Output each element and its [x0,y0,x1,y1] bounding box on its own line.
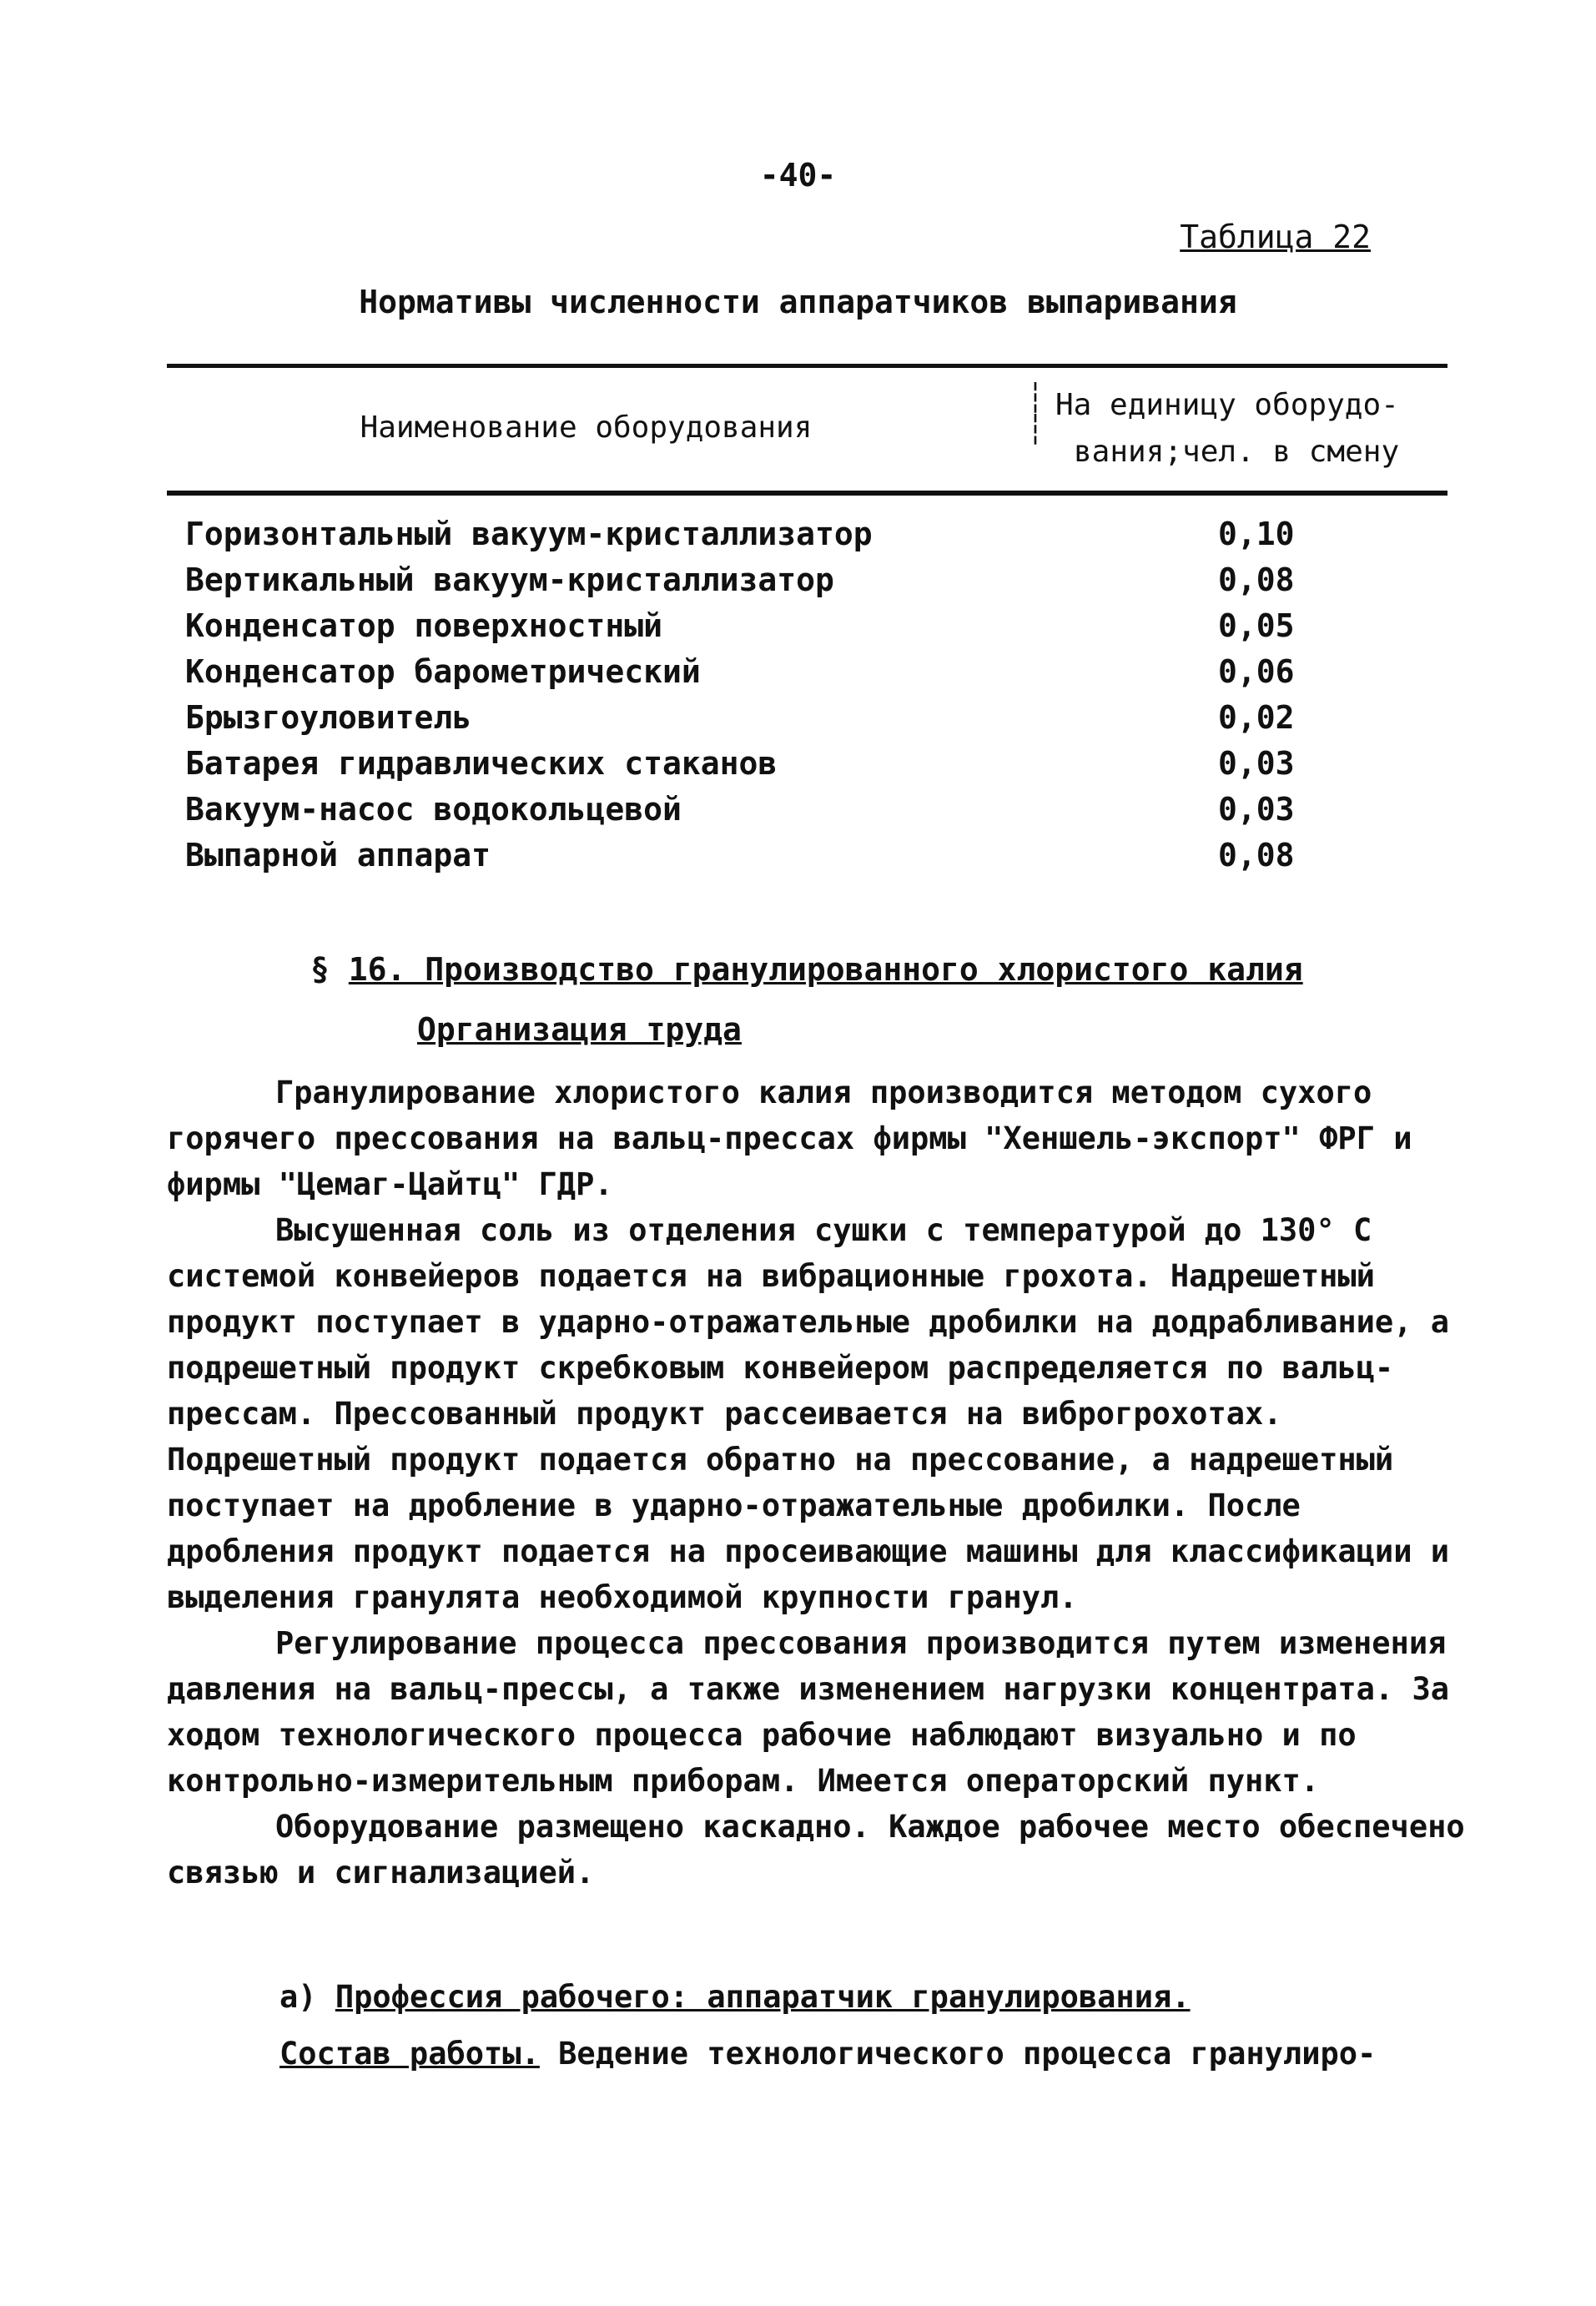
profession-prefix: а) [279,1979,317,2015]
table-row [185,837,1420,883]
paragraph: Регулирование процесса прессования производится путем изменения давления на вальц-прессы, а также изменением нагрузки концентрата. За ходом технологического процесса рабочие наблюдают визуально и по контрольно-измерительным приборам. Имеется операторский пункт. [167,1625,1450,1799]
table-row [185,745,1420,791]
row-name: Вакуум-насос водокольцевой [185,791,682,828]
section-title: 16. Производство гранулированного хлористого калия [348,951,1303,988]
table-title: Нормативы численности аппаратчиков выпаривания [359,284,1237,320]
row-value: 0,10 [1218,516,1295,552]
row-name: Вертикальный вакуум-кристаллизатор [185,561,834,598]
page-number: -40- [759,157,837,194]
row-name: Горизонтальный вакуум-кристаллизатор [185,516,873,552]
row-name: Брызгоуловитель [185,699,472,736]
table-row [185,516,1420,561]
row-value: 0,05 [1218,607,1295,644]
body-text [167,1070,1468,1896]
table-header-unit-line2: вания;чел. в смену [1074,435,1400,469]
work-text: Ведение технологического процесса гранулиро- [558,2036,1377,2072]
profession-text: Профессия рабочего: аппаратчик гранулирования. [335,1979,1191,2015]
row-value: 0,06 [1218,653,1295,690]
table-header-name: Наименование оборудования [360,410,813,445]
section-heading [310,951,1303,988]
table-row [185,791,1420,837]
table-label: Таблица 22 [1180,219,1371,255]
table-body [185,516,1420,883]
row-value: 0,03 [1218,745,1295,782]
row-name: Конденсатор барометрический [185,653,701,690]
table-header-rule [167,491,1447,496]
paragraph: Высушенная соль из отделения сушки с температурой до 130° С системой конвейеров подается на вибрационные грохота. Надрешетный продукт поступает в ударно-отражательные дробилки на додрабливание, а подрешетный продукт скребковым конвейером распределяется по вальц-прессам. Прессованный продукт рассеивается на виброгрохотах. Подрешетный продукт подается обратно на прессование, а надрешетный поступает на дробление в ударно-отражательные дробилки. После дробления продукт подается на просеивающие машины для классификации и выделения гранулята необходимой крупности гранул. [167,1212,1450,1615]
table-header-unit [1055,382,1447,476]
table-row [185,653,1420,699]
paragraph: Оборудование размещено каскадно. Каждое рабочее место обеспечено связью и сигнализацией. [167,1809,1465,1891]
row-name: Батарея гидравлических стаканов [185,745,778,782]
table-top-rule [167,364,1447,368]
row-name: Конденсатор поверхностный [185,607,662,644]
paragraph: Гранулирование хлористого калия производится методом сухого горячего прессования на вальц-прессах фирмы "Хеншель-экспорт" ФРГ и фирмы "Цемаг-Цайтц" ГДР. [167,1075,1412,1202]
work-label: Состав работы. [279,2036,540,2072]
table-header-separator: ┆ ┆ [1026,381,1045,446]
table-header-unit-line1: На единицу оборудо- [1055,388,1399,422]
table-row [185,607,1420,653]
row-value: 0,08 [1218,837,1295,874]
profession-heading [279,1979,1191,2015]
row-name: Выпарной аппарат [185,837,491,874]
table-row [185,699,1420,745]
section-symbol: § [310,951,330,988]
work-composition [279,2036,1447,2072]
row-value: 0,03 [1218,791,1295,828]
row-value: 0,08 [1218,561,1295,598]
subsection-heading: Организация труда [417,1011,742,1048]
row-value: 0,02 [1218,699,1295,736]
table-row [185,561,1420,607]
